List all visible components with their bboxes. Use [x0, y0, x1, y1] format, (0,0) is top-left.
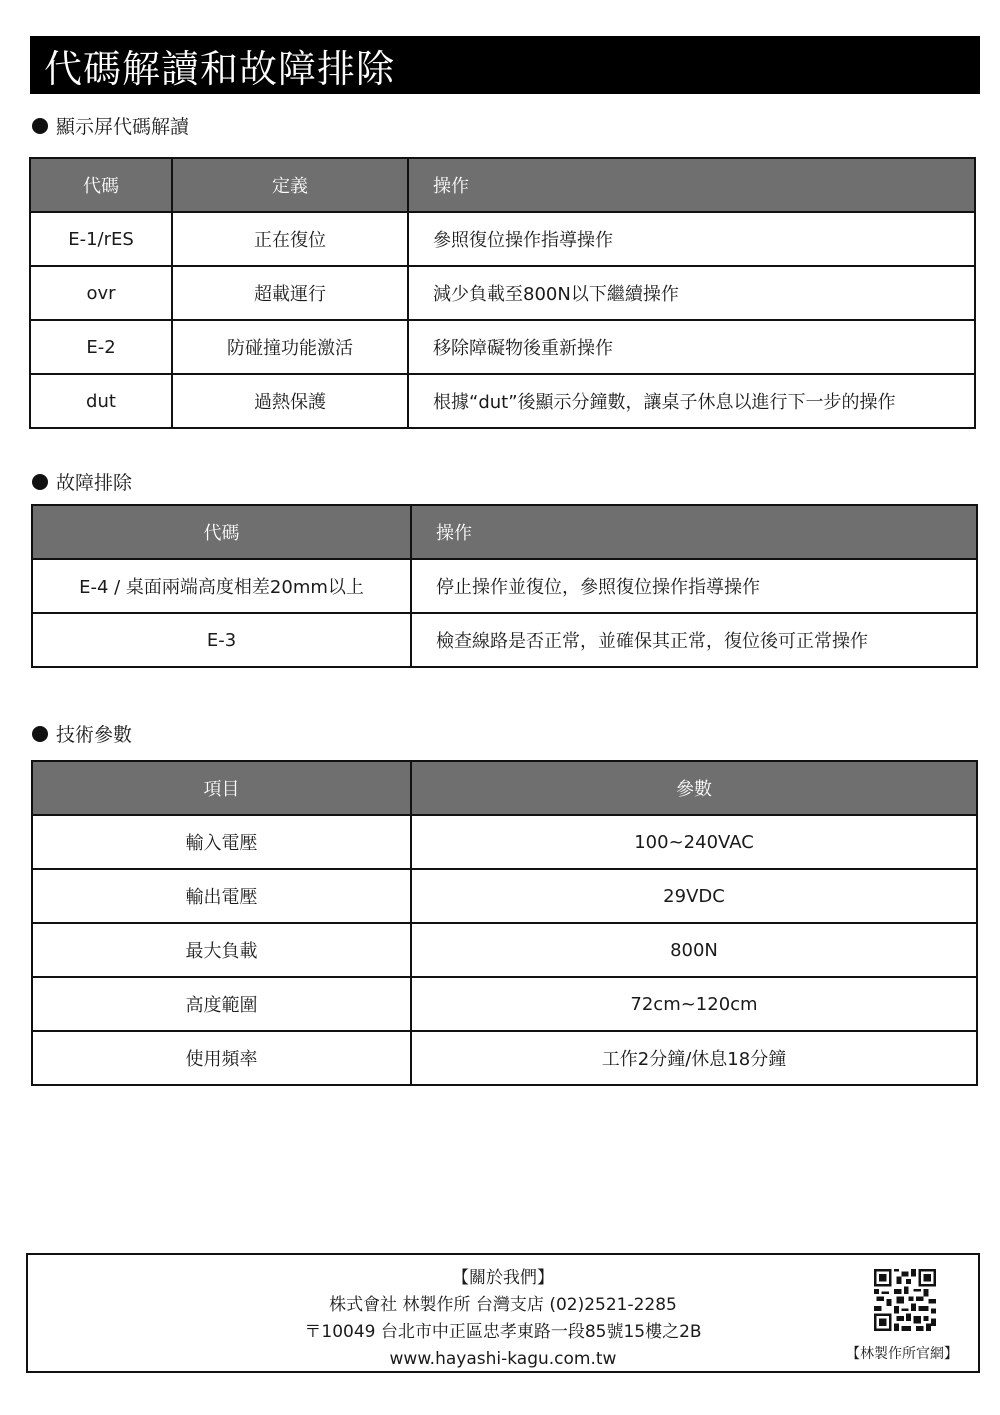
- table-row: [32, 977, 977, 1031]
- action-cell: 參照復位操作指導操作: [408, 212, 975, 266]
- action-cell: 移除障礙物後重新操作: [408, 320, 975, 374]
- footer-address: 〒10049 台北市中正區忠孝東路一段85號15樓之2B: [304, 1322, 702, 1342]
- spec-table: [31, 760, 978, 1086]
- header-parameter: 參數: [411, 761, 977, 815]
- action-cell: 減少負載至800N以下繼續操作: [408, 266, 975, 320]
- parameter-cell: 工作2分鐘/休息18分鐘: [411, 1031, 977, 1085]
- item-cell: 使用頻率: [32, 1031, 411, 1085]
- table-header-row: [30, 158, 975, 212]
- table-row: [32, 869, 977, 923]
- table-row: [30, 374, 975, 428]
- table-row: [32, 815, 977, 869]
- header-code: 代碼: [30, 158, 172, 212]
- footer-company: 株式會社 林製作所 台灣支店 (02)2521-2285: [329, 1295, 677, 1315]
- parameter-cell: 800N: [411, 923, 977, 977]
- action-cell: 停止操作並復位，參照復位操作指導操作: [411, 559, 977, 613]
- header-item: 項目: [32, 761, 411, 815]
- item-cell: 最大負載: [32, 923, 411, 977]
- table-row: [32, 613, 977, 667]
- footer-website-link[interactable]: www.hayashi-kagu.com.tw: [389, 1349, 617, 1369]
- action-cell: 根據“dut”後顯示分鐘數，讓桌子休息以進行下一步的操作: [408, 374, 975, 428]
- display-code-table: [29, 157, 976, 429]
- table-row: [30, 266, 975, 320]
- qr-code-icon[interactable]: [874, 1269, 936, 1331]
- item-cell: 輸出電壓: [32, 869, 411, 923]
- definition-cell: 過熱保護: [172, 374, 408, 428]
- page-title: 代碼解讀和故障排除: [30, 36, 980, 94]
- header-code: 代碼: [32, 505, 411, 559]
- parameter-cell: 72cm~120cm: [411, 977, 977, 1031]
- section-heading-label: 顯示屏代碼解讀: [56, 116, 190, 138]
- parameter-cell: 100~240VAC: [411, 815, 977, 869]
- section-heading-label: 故障排除: [56, 472, 133, 494]
- definition-cell: 正在復位: [172, 212, 408, 266]
- footer-about: 【關於我們】: [452, 1268, 554, 1288]
- bullet-icon: [32, 118, 48, 134]
- section-heading-troubleshooting: [32, 468, 132, 495]
- action-cell: 檢查線路是否正常，並確保其正常，復位後可正常操作: [411, 613, 977, 667]
- table-row: [30, 212, 975, 266]
- code-cell: dut: [30, 374, 172, 428]
- code-cell: ovr: [30, 266, 172, 320]
- header-definition: 定義: [172, 158, 408, 212]
- definition-cell: 防碰撞功能激活: [172, 320, 408, 374]
- section-heading-label: 技術參數: [56, 724, 133, 746]
- table-row: [32, 559, 977, 613]
- header-action: 操作: [411, 505, 977, 559]
- bullet-icon: [32, 726, 48, 742]
- section-heading-display-codes: [32, 112, 189, 139]
- qr-label: 【林製作所官網】: [846, 1346, 958, 1362]
- item-cell: 高度範圍: [32, 977, 411, 1031]
- code-cell: E-2: [30, 320, 172, 374]
- code-cell: E-1/rES: [30, 212, 172, 266]
- section-heading-specs: [32, 720, 132, 747]
- troubleshooting-table: [31, 504, 978, 668]
- footer-box: [26, 1253, 980, 1373]
- code-cell: E-3: [32, 613, 411, 667]
- table-header-row: [32, 761, 977, 815]
- header-action: 操作: [408, 158, 975, 212]
- table-row: [30, 320, 975, 374]
- bullet-icon: [32, 474, 48, 490]
- parameter-cell: 29VDC: [411, 869, 977, 923]
- footer-info: [28, 1265, 978, 1373]
- item-cell: 輸入電壓: [32, 815, 411, 869]
- table-row: [32, 923, 977, 977]
- table-header-row: [32, 505, 977, 559]
- table-row: [32, 1031, 977, 1085]
- definition-cell: 超載運行: [172, 266, 408, 320]
- code-cell: E-4 / 桌面兩端高度相差20mm以上: [32, 559, 411, 613]
